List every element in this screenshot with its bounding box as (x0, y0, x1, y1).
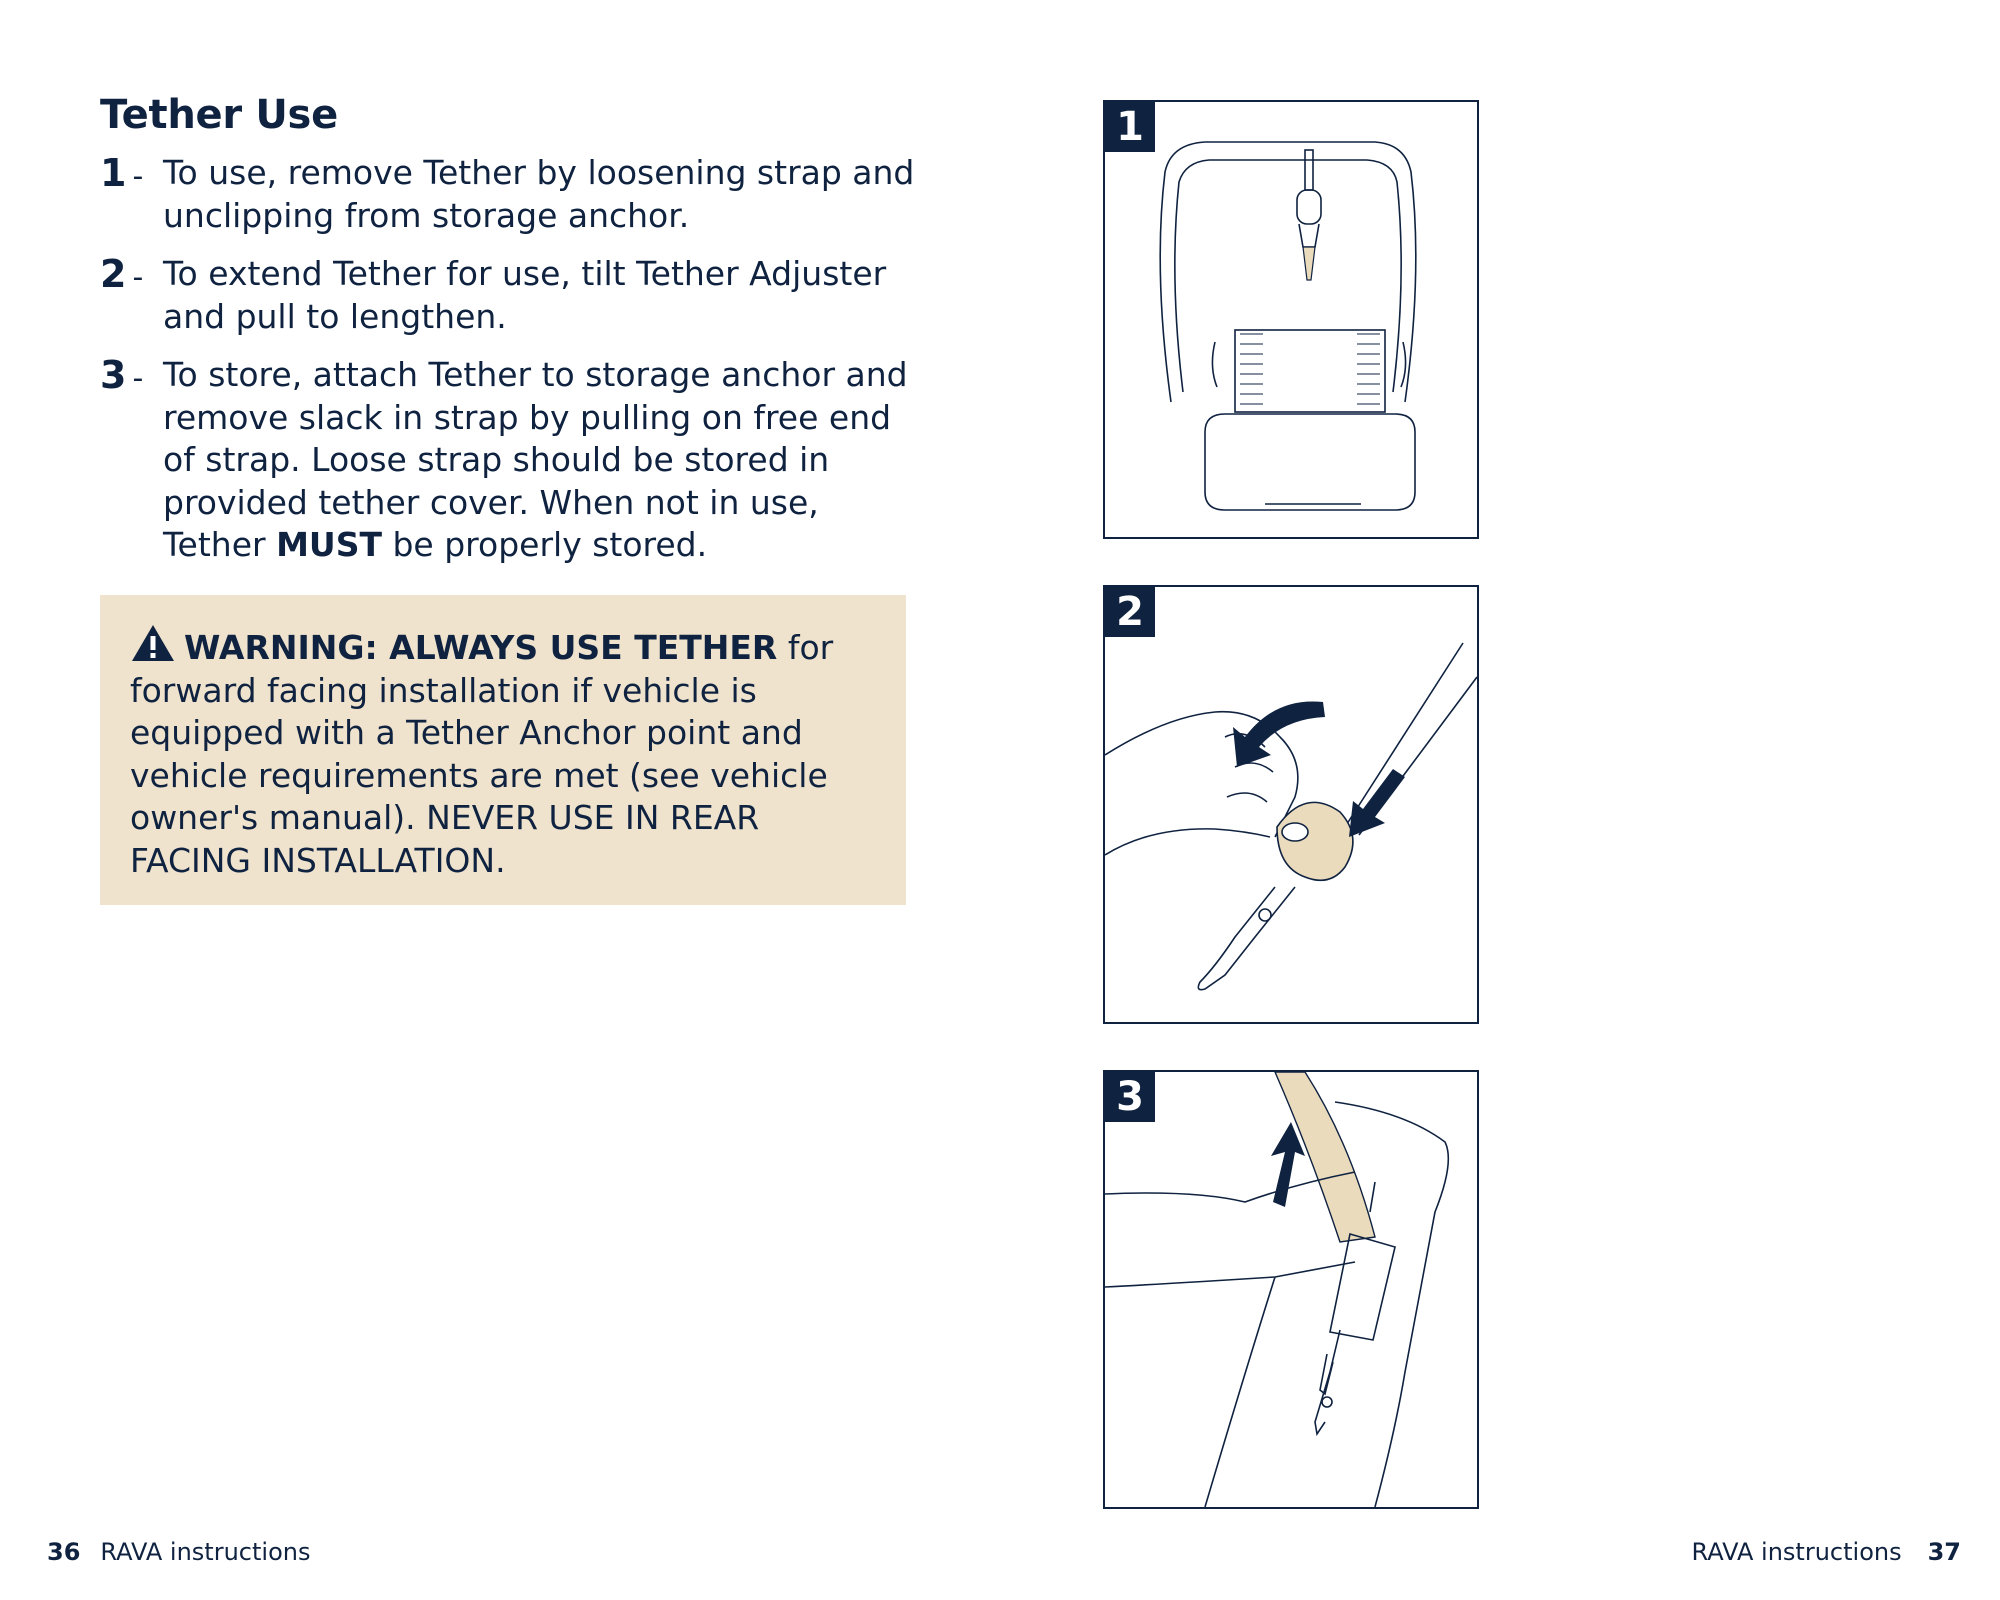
warning-heading: WARNING: ALWAYS USE TETHER (184, 628, 778, 667)
tether-storage-illustration (1105, 1072, 1477, 1507)
warning-body: for forward facing installation if vehicle is equipped with a Tether Anchor point and vehicle requirements are met (see vehicle owner's manual). NEVER USE IN REAR FACING INSTALLATION. (130, 628, 834, 880)
step-number: 1 - (100, 151, 144, 195)
footer-label-left: RAVA instructions (100, 1538, 311, 1566)
instruction-step-1 (100, 152, 920, 237)
figure-number: 1 (1105, 102, 1155, 152)
figure-3 (1103, 1070, 1479, 1509)
must-emphasis: MUST (276, 525, 382, 564)
figure-2 (1103, 585, 1479, 1024)
figure-number: 2 (1105, 587, 1155, 637)
footer-left (47, 1537, 310, 1567)
car-seat-back-illustration (1105, 102, 1477, 537)
page-title: Tether Use (100, 92, 338, 138)
warning-triangle-icon (130, 623, 176, 663)
step-number: 2 - (100, 252, 144, 296)
step-text: To use, remove Tether by loosening strap and unclipping from storage anchor. (163, 153, 915, 235)
page-number-right: 37 (1927, 1538, 1961, 1566)
figure-number: 3 (1105, 1072, 1155, 1122)
figure-1 (1103, 100, 1479, 539)
hand-tilting-adjuster-illustration (1105, 587, 1477, 1022)
footer-right (1692, 1537, 1961, 1567)
instruction-step-2 (100, 253, 920, 338)
step-text: To store, attach Tether to storage anchor and remove slack in strap by pulling on free end of strap. Loose strap should be stored in provided tether cover. When not in use, Tether MUST be properly stored. (163, 355, 908, 564)
instruction-step-3 (100, 354, 920, 567)
step-text: To extend Tether for use, tilt Tether Adjuster and pull to lengthen. (163, 254, 887, 336)
warning-box (100, 595, 906, 905)
warning-text (130, 623, 882, 882)
page-number-left: 36 (47, 1538, 81, 1566)
footer-label-right: RAVA instructions (1691, 1538, 1902, 1566)
step-number: 3 - (100, 353, 144, 397)
